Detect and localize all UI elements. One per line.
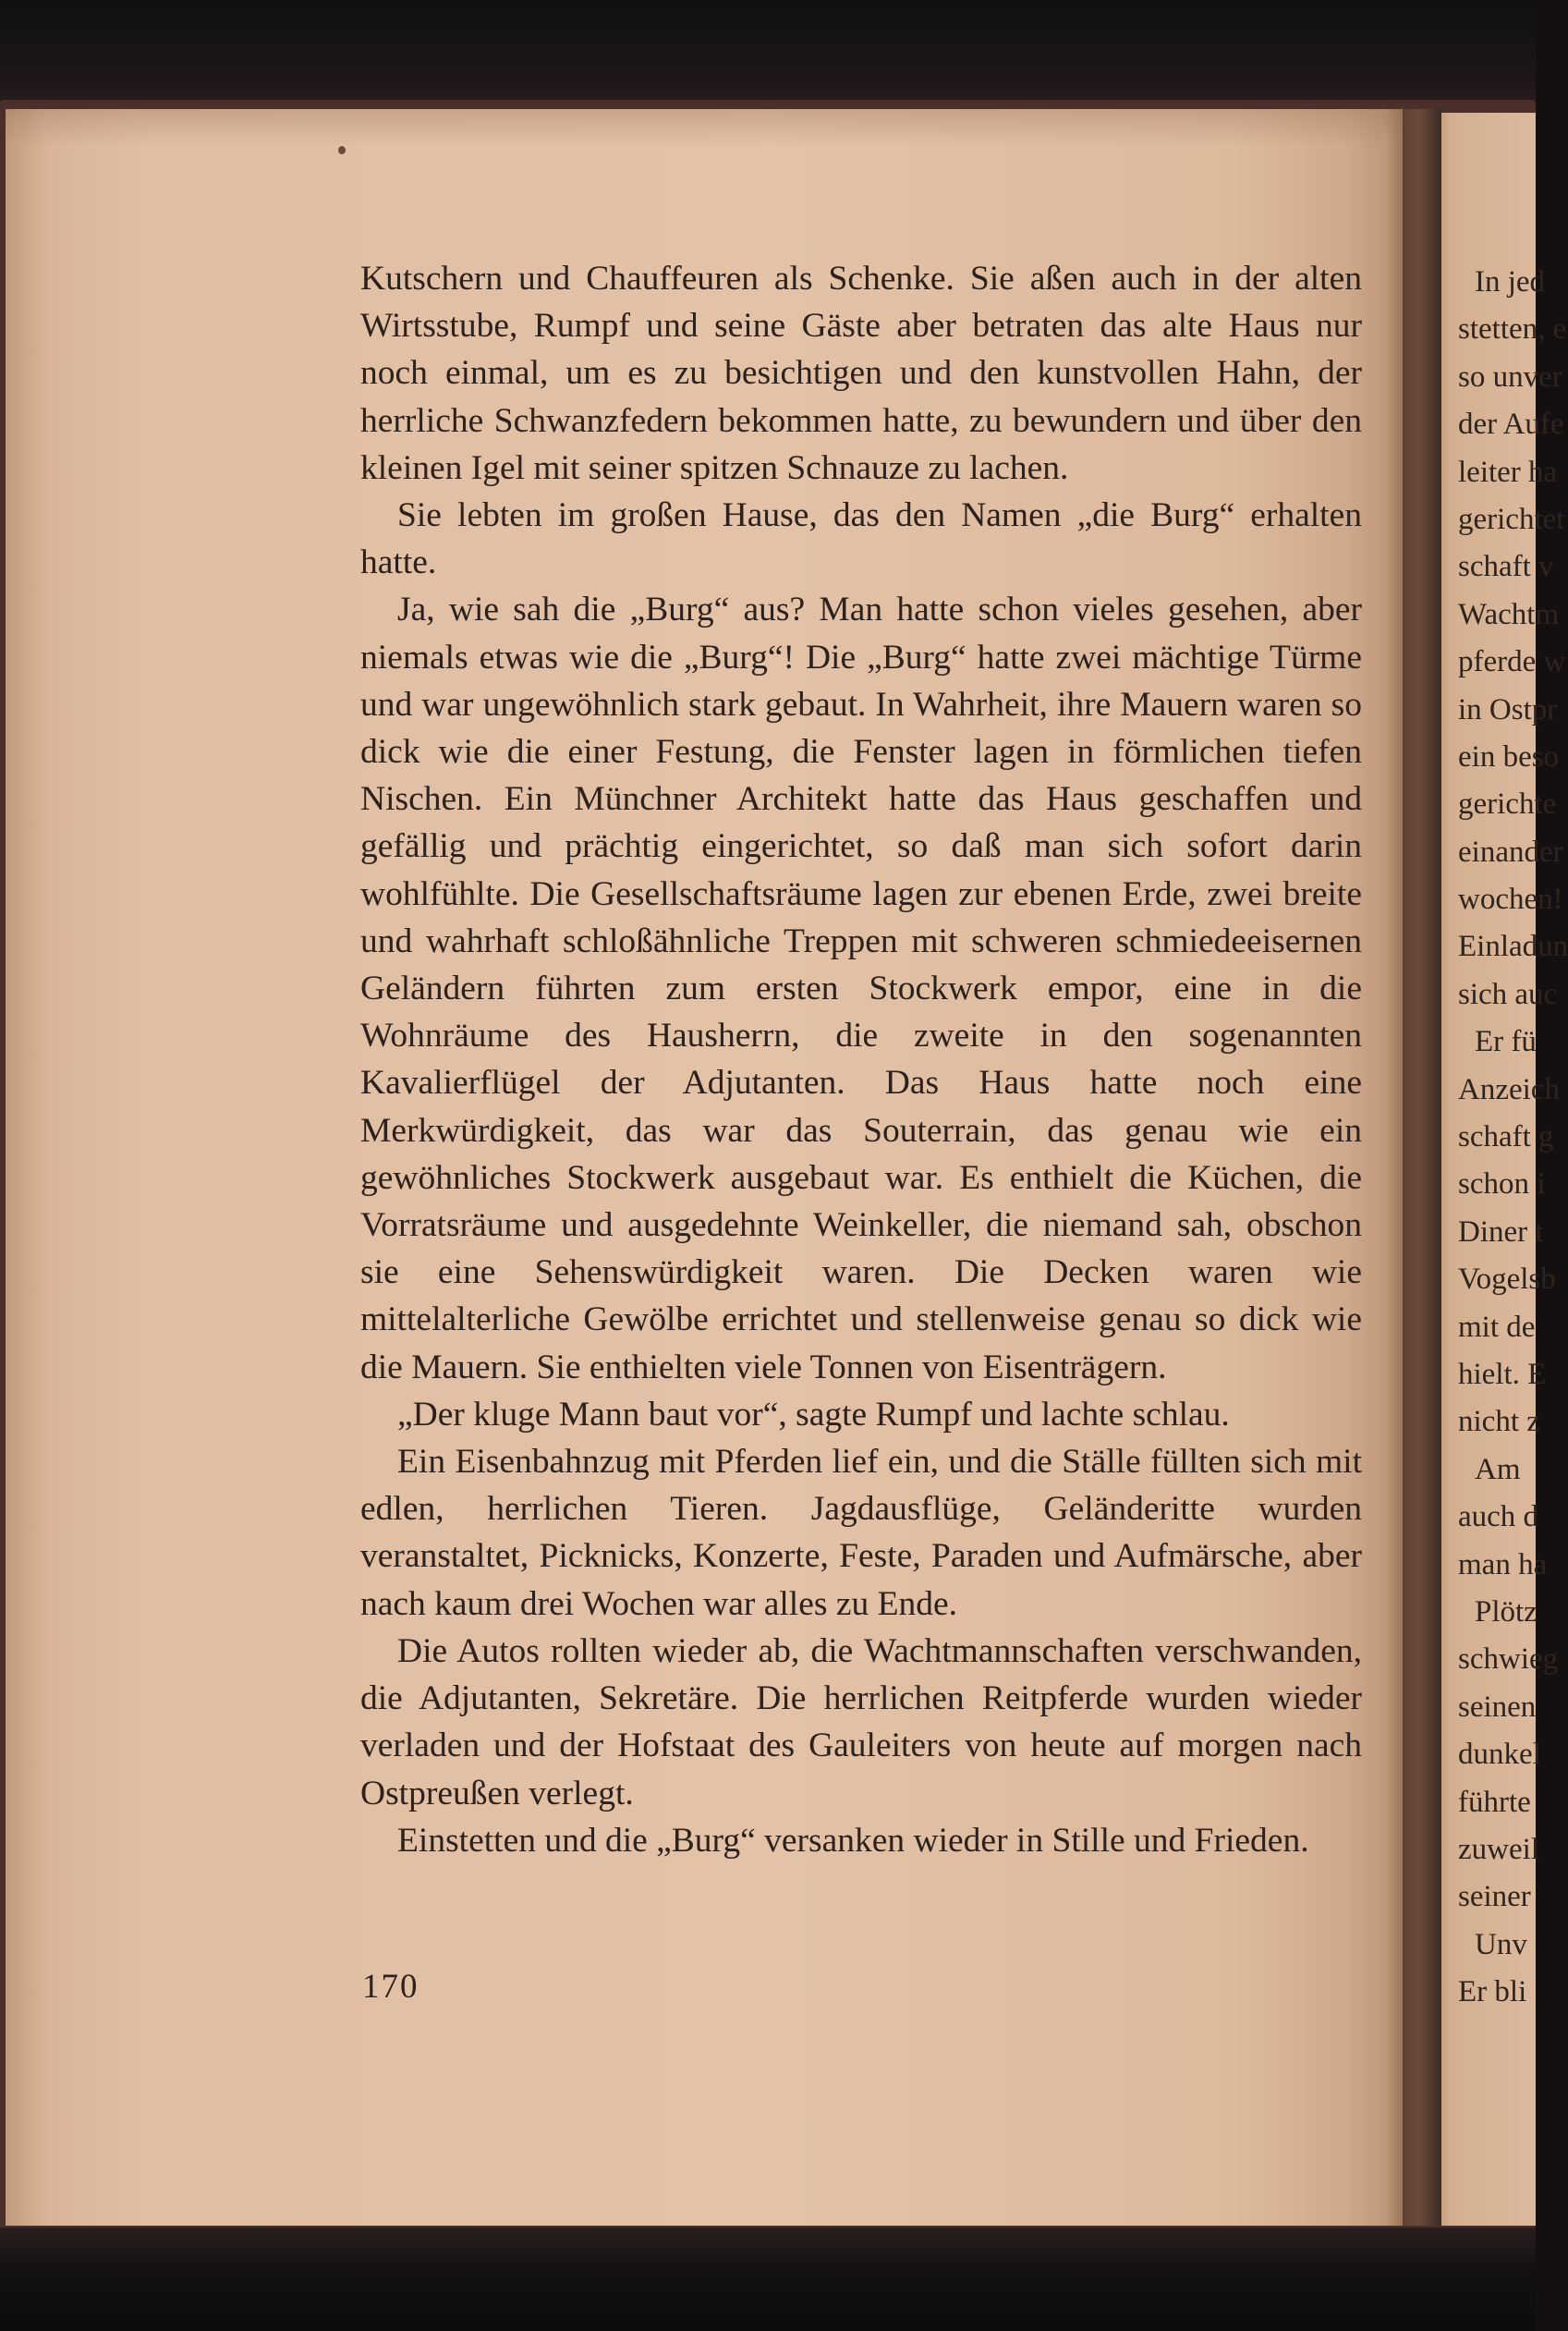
right-line: Wachtm bbox=[1458, 597, 1560, 631]
paper-speck bbox=[338, 146, 346, 154]
background-bottom bbox=[0, 2227, 1536, 2331]
background-top bbox=[0, 0, 1536, 111]
right-line: pferde w bbox=[1458, 645, 1566, 679]
right-line: gerichtet bbox=[1458, 502, 1565, 536]
right-line: zuweil bbox=[1458, 1832, 1539, 1866]
right-line: dunkel bbox=[1458, 1738, 1541, 1772]
right-line: seinen bbox=[1458, 1690, 1537, 1724]
paragraph: Ja, wie sah die „Burg“ aus? Man hatte schon vieles gesehen, aber niemals etwas wie die „Burg“! Die „Burg“ hatte zwei mächtige Türme und war ungewöhnlich stark gebaut. In Wahrheit, ihre Mauern waren so dick wie die einer Festung, die Fenster lagen in förmlichen tiefen Nischen. Ein Münchner Architekt hatte das Haus geschaffen und gefällig und prächtig eingerichtet, so daß man sich sofort darin wohlfühlte. Die Gesellschaftsräume lagen zur ebenen Erde, zwei breite und wahrhaft schloßähnliche Treppen mit schweren schmiedeeisernen Geländern führten zum ersten Stockwerk empor, eine in die Wohnräume des Hausherrn, die zweite in den sogenannten Kavalierflügel der Adjutanten. Das Haus hatte noch eine Merkwürdigkeit, das war das Souterrain, das genau wie ein gewöhnliches Stockwerk ausgebaut war. Es enthielt die Küchen, die Vorratsräume und ausgedehnte Weinkeller, die niemand sah, obschon sie eine Sehenswürdigkeit waren. Die Decken waren wie mittelalterliche Gewölbe errichtet und stellenweise genau so dick wie die Mauern. Sie enthielten viele Tonnen von Eisenträgern. bbox=[360, 591, 1362, 1386]
left-page-text bbox=[360, 255, 1362, 1864]
right-line: Am bbox=[1475, 1452, 1521, 1486]
right-line: ein beso bbox=[1458, 739, 1560, 774]
page-number: 170 bbox=[362, 1968, 419, 2006]
paragraph: „Der kluge Mann baut vor“, sagte Rumpf und lachte schlau. bbox=[397, 1395, 1230, 1434]
right-line: in Ostpr bbox=[1458, 692, 1558, 726]
book-gutter bbox=[1386, 109, 1441, 2226]
paragraph: Die Autos rollten wieder ab, die Wachtmannschaften verschwanden, die Adjutanten, Sekretäre. Die herrlichen Reitpferde wurden wieder verladen und der Hofstaat des Gauleiters von heute auf morgen nach Ostpreußen verlegt. bbox=[360, 1631, 1362, 1812]
left-page-shadow bbox=[6, 109, 1403, 146]
paragraph: Sie lebten im großen Hause, das den Namen „die Burg“ erhalten hatte. bbox=[360, 496, 1362, 582]
right-line: einander bbox=[1458, 835, 1563, 869]
paragraph: Einstetten und die „Burg“ versanken wieder in Stille und Frieden. bbox=[397, 1821, 1309, 1860]
right-line: Anzeich bbox=[1458, 1072, 1560, 1106]
right-line: wochen! bbox=[1458, 883, 1563, 917]
right-line: hielt. E bbox=[1458, 1357, 1547, 1391]
right-line: so unver bbox=[1458, 360, 1562, 394]
right-line: sich auc bbox=[1458, 977, 1558, 1011]
right-line: leiter ha bbox=[1458, 455, 1558, 489]
right-line: führte bbox=[1458, 1785, 1531, 1819]
paragraph: Ein Eisenbahnzug mit Pferden lief ein, und die Ställe füllten sich mit edlen, herrlichen Tieren. Jagdausflüge, Geländeritte wurden veranstaltet, Picknicks, Konzerte, Feste, Paraden und Aufmärsche, aber nach kaum drei Wochen war alles zu Ende. bbox=[360, 1443, 1362, 1623]
right-line: Plötz bbox=[1475, 1594, 1538, 1629]
right-line: auch d bbox=[1458, 1500, 1539, 1534]
right-line: Unv bbox=[1475, 1927, 1527, 1961]
right-line: gerichte bbox=[1458, 787, 1557, 822]
right-page-text bbox=[1458, 259, 1568, 2016]
right-line: man ha bbox=[1458, 1547, 1548, 1581]
right-line: mit de bbox=[1458, 1310, 1536, 1344]
right-line: schaft g bbox=[1458, 1120, 1554, 1154]
right-line: der Aufe bbox=[1458, 408, 1564, 442]
right-line: Einladun bbox=[1458, 930, 1568, 964]
right-line: Er bli bbox=[1458, 1975, 1527, 2009]
right-line: Er fü bbox=[1475, 1025, 1537, 1059]
right-line: In jed bbox=[1475, 265, 1546, 299]
right-line: seiner bbox=[1458, 1880, 1531, 1914]
right-line: Vogelsb bbox=[1458, 1263, 1556, 1297]
paragraph: Kutschern und Chauffeuren als Schenke. Sie aßen auch in der alten Wirtsstube, Rumpf und seine Gäste aber betraten das alte Haus nur noch einmal, um es zu besichtigen und den kunstvollen Hahn, der herrliche Schwanzfedern bekommen hatte, zu bewundern und über den kleinen Igel mit seiner spitzen Schnauze zu lachen. bbox=[360, 260, 1362, 487]
right-line: nicht z bbox=[1458, 1405, 1540, 1439]
right-line: schwieg bbox=[1458, 1642, 1559, 1677]
right-line: schon i bbox=[1458, 1167, 1546, 1202]
right-line: stetten, e bbox=[1458, 312, 1567, 347]
right-line: schaft v bbox=[1458, 550, 1554, 584]
right-line: Diner t bbox=[1458, 1214, 1544, 1249]
